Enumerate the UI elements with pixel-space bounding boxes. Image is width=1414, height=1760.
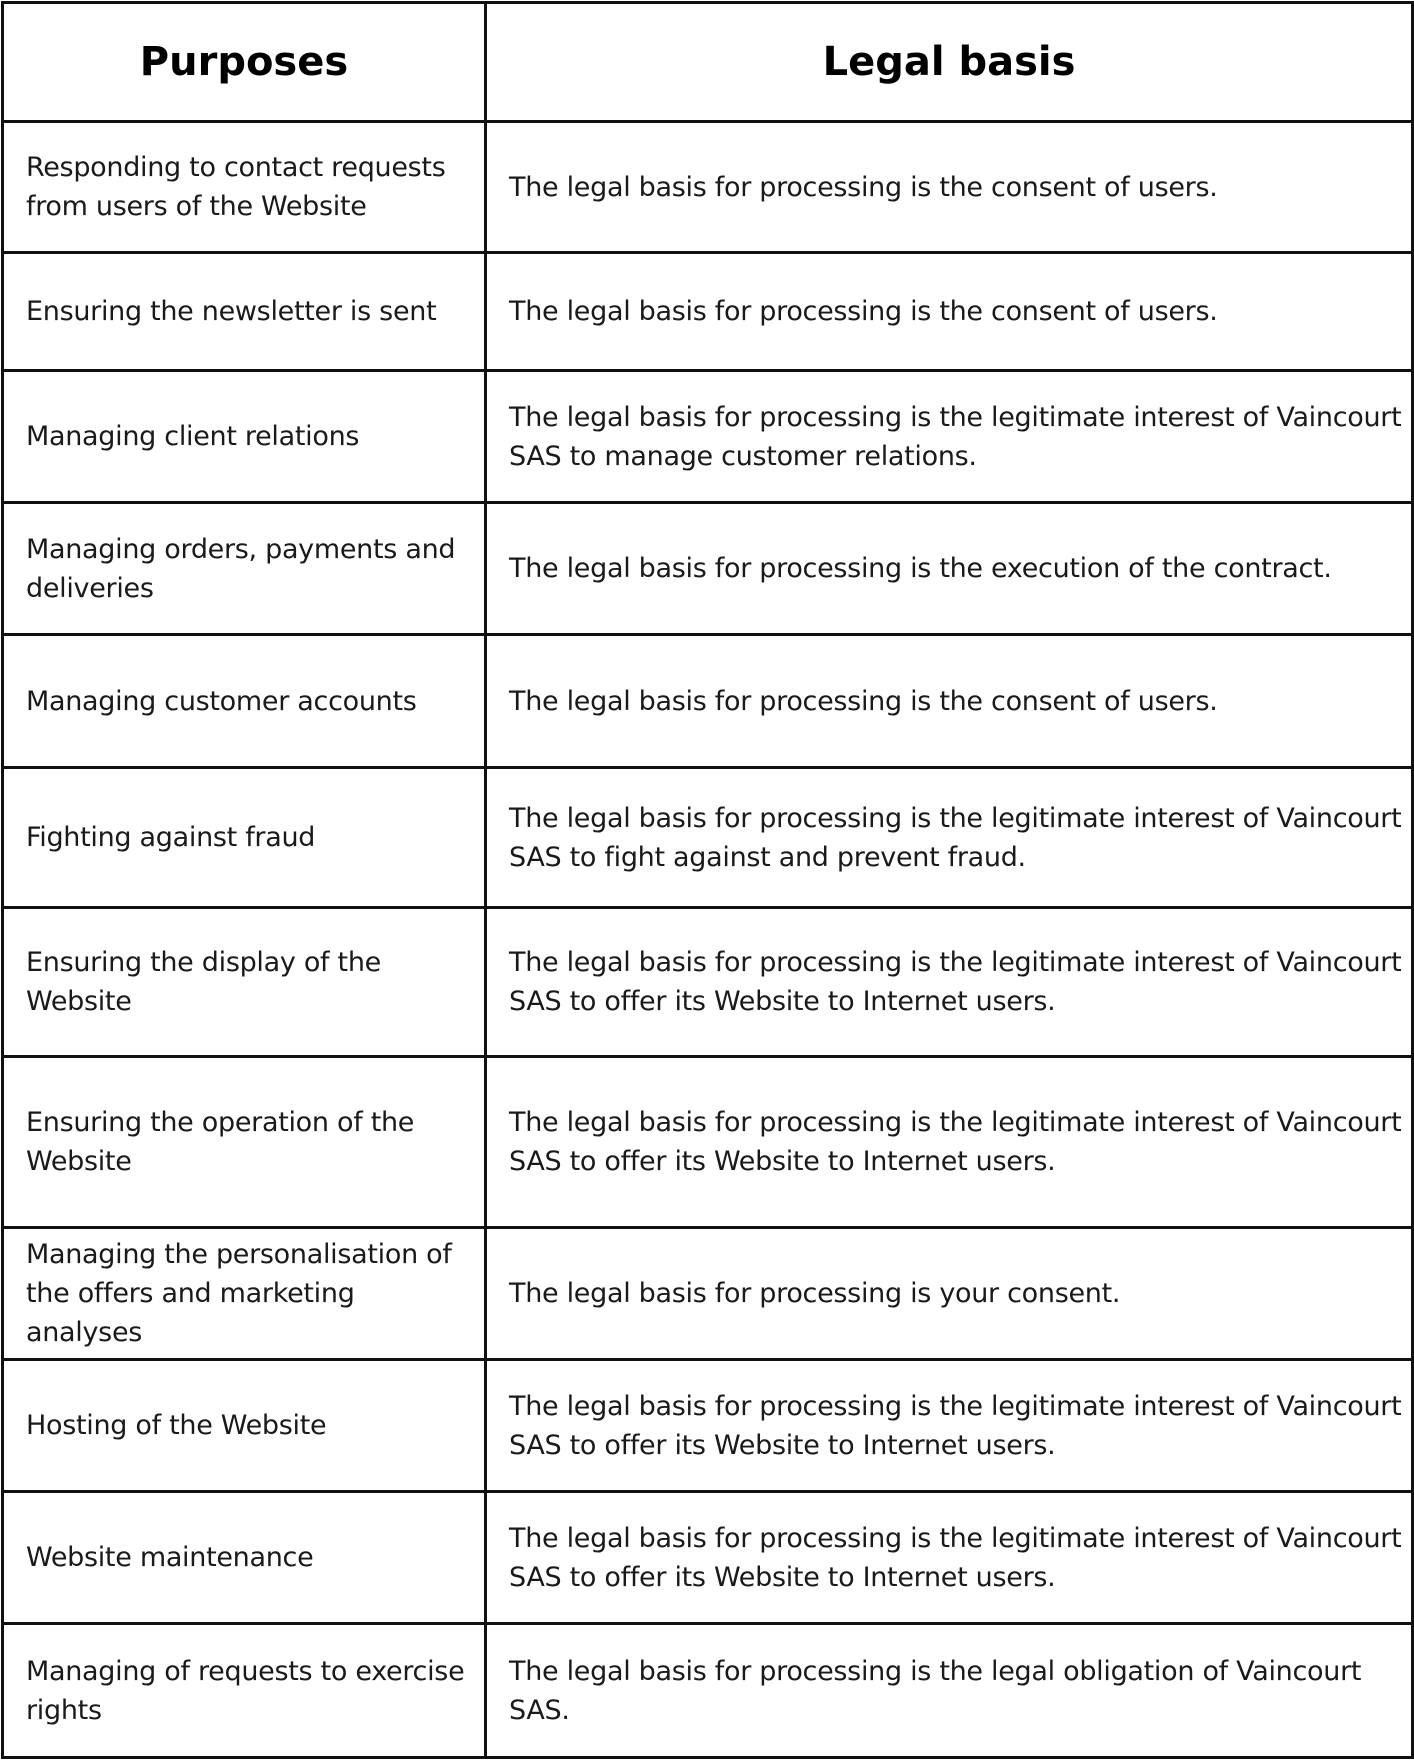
table-row: [3, 1624, 1413, 1758]
legal-basis-cell: The legal basis for processing is the execution of the contract.: [486, 503, 1413, 635]
legal-basis-cell: The legal basis for processing is the legitimate interest of Vaincourt SAS to offer its Website to Internet users.: [486, 1492, 1413, 1624]
purpose-cell: Managing client relations: [3, 371, 486, 503]
table-row: [3, 1228, 1413, 1360]
legal-basis-cell: The legal basis for processing is the legal obligation of Vaincourt SAS.: [486, 1624, 1413, 1758]
purpose-cell: Managing orders, payments and deliveries: [3, 503, 486, 635]
legal-basis-cell: The legal basis for processing is the legitimate interest of Vaincourt SAS to offer its Website to Internet users.: [486, 1360, 1413, 1492]
table-row: [3, 1360, 1413, 1492]
purpose-cell: Fighting against fraud: [3, 768, 486, 908]
header-purposes: Purposes: [3, 3, 486, 122]
purpose-cell: Ensuring the operation of the Website: [3, 1057, 486, 1228]
table-row: [3, 1492, 1413, 1624]
legal-basis-cell: The legal basis for processing is the legitimate interest of Vaincourt SAS to offer its Website to Internet users.: [486, 908, 1413, 1057]
table-header: [3, 3, 1413, 122]
legal-basis-cell: The legal basis for processing is your consent.: [486, 1228, 1413, 1360]
legal-basis-cell: The legal basis for processing is the consent of users.: [486, 635, 1413, 768]
legal-basis-cell: The legal basis for processing is the legitimate interest of Vaincourt SAS to fight against and prevent fraud.: [486, 768, 1413, 908]
table-body: [3, 122, 1413, 1758]
legal-basis-cell: The legal basis for processing is the consent of users.: [486, 122, 1413, 253]
purpose-cell: Website maintenance: [3, 1492, 486, 1624]
purpose-cell: Managing the personalisation of the offers and marketing analyses: [3, 1228, 486, 1360]
table-row: [3, 908, 1413, 1057]
purpose-cell: Ensuring the newsletter is sent: [3, 253, 486, 371]
table-row: [3, 635, 1413, 768]
header-row: [3, 3, 1413, 122]
table-row: [3, 1057, 1413, 1228]
purpose-cell: Responding to contact requests from users of the Website: [3, 122, 486, 253]
purpose-cell: Hosting of the Website: [3, 1360, 486, 1492]
legal-basis-cell: The legal basis for processing is the consent of users.: [486, 253, 1413, 371]
purposes-legal-basis-table: [1, 1, 1414, 1759]
table-row: [3, 503, 1413, 635]
purpose-cell: Managing of requests to exercise rights: [3, 1624, 486, 1758]
table-row: [3, 253, 1413, 371]
header-legal-basis: Legal basis: [486, 3, 1413, 122]
purpose-cell: Ensuring the display of the Website: [3, 908, 486, 1057]
table-row: [3, 768, 1413, 908]
purpose-cell: Managing customer accounts: [3, 635, 486, 768]
legal-basis-cell: The legal basis for processing is the legitimate interest of Vaincourt SAS to offer its Website to Internet users.: [486, 1057, 1413, 1228]
table-row: [3, 122, 1413, 253]
table-row: [3, 371, 1413, 503]
legal-basis-cell: The legal basis for processing is the legitimate interest of Vaincourt SAS to manage customer relations.: [486, 371, 1413, 503]
